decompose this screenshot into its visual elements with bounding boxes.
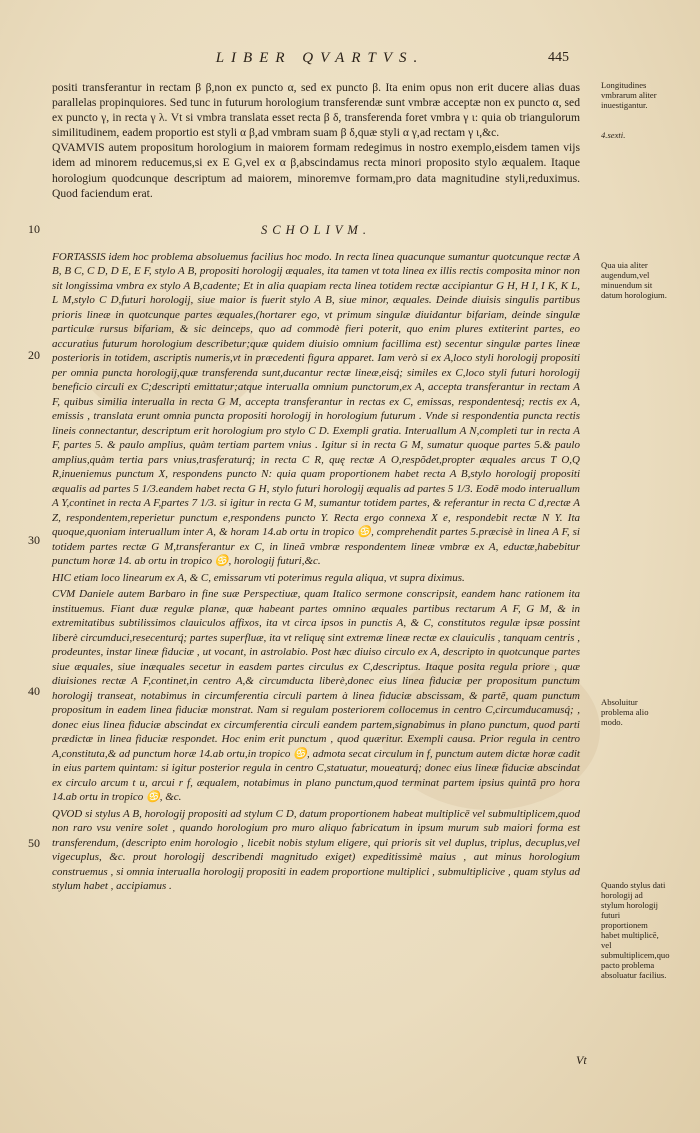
scholium-title: SCHOLIVM. <box>261 222 371 237</box>
scholium-paragraph: CVM Daniele autem Barbaro in fine suæ Perspectiuæ, quam Italico sermone conscripsit, eandem hanc rationem ita instituemus. Fiant duæ regulæ planæ, quæ habeant partes omnino æquales partibus rectarum A F, G M, & in extremitatibus subtilissimos clauiculos affixos, ita vt circa ipsos in punctis A, & C, constitutos regulæ ipsæ possint liberè circumduci,resecenturq́; partes superfluæ, ita vt reliquę sint extremæ lineæ rectæ ex clauiculis , tanquam centris , prodeuntes, instar lineæ fiduciæ , ut vocant, in astrolabio. Post hæc diuiso circulo ex A, descripto in quotcunque partes siue æquales, siue inæquales secetur in easdem partes circulus ex C,descriptus. Itaque posita regula priore , quæ diuisiones rectæ A F,continet,in centro A,& circumducta liberè,donec eius linea fiduciæ per propositum punctum horologij transeat, notabimus in circumferentia circuli partem à linea fiduciæ abscissam, & partẽ, quam punctum propositum in eadem linea fiduciæ monstrat. Nam si regulam posteriorem collocemus in centro C,circumducamusq́; , donec eius linea fiduciæ abscindat ex circumferentia circuli eandem partem,signabimus in plano punctum, quod parti prædictæ in linea fiduciæ respondet. Hoc enim erit punctum , quod quæritur. Exempli causa. Prior regula in centro A,constituta,& ad punctum horæ 14.ab ortu,in tropico ♋, admota secat circulum in f, punctum autem dictæ horæ cadit in eius partem quintam: si igitur posterior regula in centro C,statuatur, moueaturq́; donec eius lineæ fiduciæ abscindat ex circulo arcum t u, arcui r f, æqualem, notabimus in plano punctum,quod terminat partem ipsius quintã pro hora 14.ab ortu in tropico ♋, &c. <box>52 588 580 804</box>
scholium-paragraph: HIC etiam loco linearum ex A, & C, emissarum vti poterimus regula aliqua, vt supra diximus. <box>52 571 465 584</box>
main-text <box>52 80 580 894</box>
margin-note: 4.sexti. <box>601 130 626 140</box>
intro-paragraph: positi transferantur in rectam β β,non ex puncto α, sed ex puncto β. Ita enim opus non erit ducere alias duas parallelas propinquiores. Sed tunc in futurum horologium transferendæ sunt vmbræ acceptæ non ex puncto α, sed ex puncto γ, in recta γ λ. Vt si vmbra translata esset recta β δ, transferenda foret vmbra γ ι: quia ob triangulorum similitudinem, eadem proportio est styli α β,ad vmbram suam β δ,quæ styli α γ,ad rectam γ ι,&c. <box>52 81 580 140</box>
catchword: Vt <box>576 1053 587 1067</box>
line-number: 30 <box>28 533 40 547</box>
margin-note: Quando stylus dati horologij ad stylum horologij futuri proportionem habet multiplicē, vel submultiplicem,quo pacto problema absoluatur facilius. <box>601 880 670 980</box>
line-number: 20 <box>28 348 40 362</box>
line-number: 10 <box>28 222 40 236</box>
margin-note: Longitudines vmbrarum aliter inuestigantur. <box>601 80 657 110</box>
running-head: LIBER QVARTVS. <box>215 50 425 66</box>
scholium-paragraph: FORTASSIS idem hoc problema absoluemus facilius hoc modo. In recta linea quacunque sumantur quotcunque rectæ A B, B C, C D, D E, E F, stylo A B, propositi horologij æquales, ita tamen vt tota linea ex illis rectis composita minor non sit longissima vmbra ex stylo A B,cadente; Et in alia quapiam recta linea totidem rectæ accipiantur G H, H I, I K, K L, L M,stylo C D,futuri horologij, siue maior is fuerit stylo A B, siue minor, æquales. Deinde diuisis singulis partibus prioris lineæ in quotcunque partes æquales,(hortarer ego, vt primum singulæ diuidantur bifariam, deinde singulæ particulæ rursus bifariam, & sic deinceps, quo ad commodè fieri poterit, quo enim plures extiterint partes, eo accuratius futurum horologium describetur;quæ quidem diuisio omnium facillima est) secentur singulæ partes lineæ posterioris in totidem, ascriptis numeris,vt in præcedenti figura apparet. Iam verò si ex A,loco styli horologij propositi per omnia puncta horologij,quæ transferenda sunt,ducantur rectæ lineæ,eisq́; similes ex C,loco styli futuri horologij beneficio circuli ex C;descripti emittatur;atque interualla omnium punctorum,ex A, accepta transferantur in rectam A F, quibus similia interualla in recta G M, accepta transferantur in rectas ex C, emissas, respondentesq́; rectis ex A, emissis , translata erunt omnia puncta propositi horologij in horologium futurum . Vnde si respondentia puncta rectis lineis connectantur, descriptum erit horologium pro stylo C D. Exempli gratia. Interuallum A N,completi tur in recta A F, partes 5. & paulo amplius, quàm tertiam partem vnius . Igitur si in recta G M, sumatur quoque partes 5.& paulo amplius,quàm tertia pars vnius,trasferaturq́; in recta C R, quę rectæ A O,respõdet,propter æquales arcus T O,Q R,inueniemus punctum X, respondens puncto N: quia quam proportionem habet recta A B,stylo horologij propositi æqualis ad partes 5 1/3.eandem habet recta G H, stylo futuri horologij æqualis ad partes 5 1/3. Eodẽ modo interuallum A Y,continet in recta A F,partes 7 1/3. si igitur in recta G M, sumantur totidem partes, & referantur in recta C d,rectæ A Z, respondentem,reperietur punctum e,respondens puncto Y. Recta ergo connexa X e, respondebit rectæ N Y. Ita quoque,quoniam interuallum inter A, & horam 14.ab ortu in tropico ♋, comprehendit partes 5.præcisè in linea A F, si totidem partes rectæ G M,transferantur ex C, in lineã vmbræ respondentem lineæ vmbræ ex A, eductæ,habebitur punctum horæ 14. ab ortu in tropico ♋, horologij futuri,&c. <box>52 250 580 568</box>
line-number: 40 <box>28 684 40 698</box>
margin-note: Qua uia aliter augendum,vel minuendum sit datum horologium. <box>601 260 667 300</box>
line-number: 50 <box>28 836 40 850</box>
intro-paragraph: QVAMVIS autem propositum horologium in maiorem formam redegimus in nostro exemplo,eisdem tamen vijs idem ad minorem reducemus,si ex E G,vel ex α β,abscindamus recta minori proposito stylo æqualem. Itaque horologium quodcunque descriptum ad maiorem, minoremve formam,pro data magnitudine styli,reduximus. Quod faciendum erat. <box>52 141 580 200</box>
page-number: 445 <box>548 50 569 65</box>
margin-note: Absoluitur problema alio modo. <box>601 697 649 727</box>
scholium-paragraph: QVOD si stylus A B, horologij propositi ad stylum C D, datum proportionem habeat multiplicē vel submultiplicem,quod non raro vsu venire solet , quando horologium pro muro aliquo fabricatum in ipsum murum sub maiori forma est transferendum, (descripto enim horologio , licebit nobis stylum eligere, qui prioris sit vel duplus, triplus, decuplus,vel vigecuplus, &c. prout horologij describendi magnitudo exiget) expeditissimè maius , aut minus horologium construemus , si omnia interualla horologij propositi in eadem proportione multiplici , submultiplicive , quam stylus ad stylum habet , accipiamus . <box>52 807 580 893</box>
